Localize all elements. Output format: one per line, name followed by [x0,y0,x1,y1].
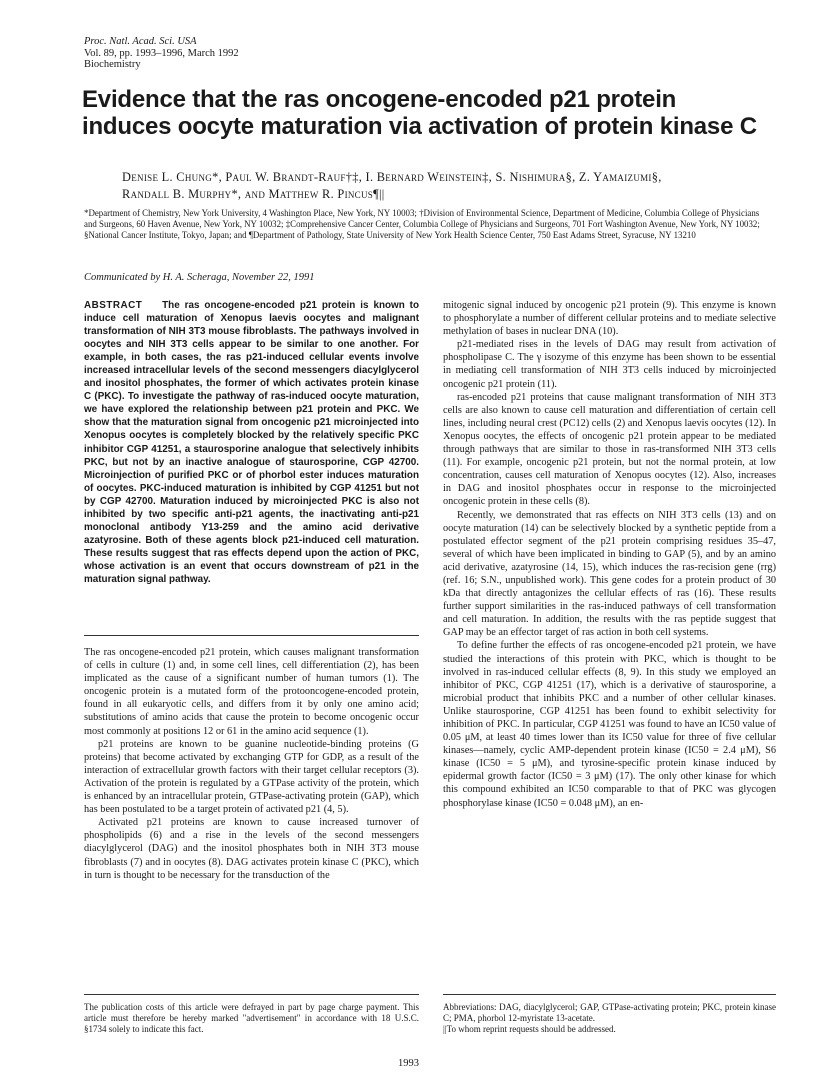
abstract-text: The ras oncogene-encoded p21 protein is known to induce cell maturation of Xenopus laevis oocytes and malignant transformation of NIH 3T3 mouse fibroblasts. The pathways involved in oocytes and NIH 3T3 cells appear to be similar to one another. For example, in both cases, the ras p21-induced cellular events involve increased intracellular levels of the second messengers diacylglycerol and inositol phosphates, the former of which activates protein kinase C (PKC). To investigate the pathway of ras-induced oocyte maturation, we have explored the relationship between p21 protein and PKC. We show that the maturation signal from oncogenic p21 microinjected into Xenopus oocytes is completely blocked by the relatively specific PKC inhibitor CGP 41251, a staurosporine analogue that selectively inhibits PKC, but not by an inactive analogue of staurosporine, CGP 42700. Microinjection of purified PKC or of phorbol ester induces maturation of oocytes. PKC-induced maturation is inhibited by CGP 41251 but not by CGP 42700. Maturation induced by microinjected PKC is also not inhibited by two specific anti-p21 agents, the inactivating anti-p21 monoclonal antibody Y13-259 and the amino acid derivative azatyrosine. Both of these agents block p21-induced cell maturation. These results suggest that ras effects depend upon the action of PKC, whose activation is an event that occurs downstream of p21 in the maturation signal pathway. [84,300,419,585]
abstract-label: ABSTRACT [84,300,143,311]
affiliations: *Department of Chemistry, New York University, 4 Washington Place, New York, NY 10003; †Division of Environmental Science, Department of Medicine, Columbia College of Physicians and Surgeons, 60 Haven Avenue, New York, NY 10032; ‡Comprehensive Cancer Center, Columbia College of Physicians and Surgeons, 701 Fort Washington Avenue, New York, NY 10032; §National Cancer Institute, Tokyo, Japan; and ¶Department of Pathology, State University of New York Health Science Center, 750 East Adams Street, Syracuse, NY 13210 [84,208,760,240]
paragraph: mitogenic signal induced by oncogenic p21 protein (9). This enzyme is known to phosphorylate a number of different cellular proteins and to mediate selective methylation of bases in nuclear DNA (10). [443,300,776,338]
reprint-note: ||To whom reprint requests should be addressed. [443,1024,616,1034]
left-column-body [84,646,419,882]
abbreviations: Abbreviations: DAG, diacylglycerol; GAP, GTPase-activating protein; PKC, protein kinase C; PMA, phorbol 12-myristate 13-acetate. [443,1002,776,1023]
right-column-body [443,299,776,810]
footnote-divider [84,994,419,995]
author-line-2: Randall B. Murphy*, and Matthew R. Pincus¶|| [122,187,385,201]
communicated-by: Communicated by H. A. Scheraga, November 22, 1991 [84,272,315,283]
publication-cost-footnote: The publication costs of this article were defrayed in part by page charge payment. This article must therefore be hereby marked "advertisement" in accordance with 18 U.S.C. §1734 solely to indicate this fact. [84,1002,419,1034]
journal-name: Proc. Natl. Acad. Sci. USA [84,36,197,47]
abbreviations-footnote [443,1002,776,1035]
article-title: Evidence that the ras oncogene-encoded p21 protein induces oocyte maturation via activation of protein kinase C [82,86,757,140]
paragraph: Recently, we demonstrated that ras effects on NIH 3T3 cells (13) and on oocyte maturation (14) can be selectively blocked by a synthetic peptide from a postulated effector segment of the p21 protein comprising residues 35–47, several of which have been implicated in binding to GAP (5), and by an amino acid derivative, azatyrosine (14, 15), which induces the ras-recision gene (rrg) (ref. 16; S.N., unpublished work). This gene codes for a protein product of 30 kDa that directly antagonizes the cellular effects of ras (16). These results further support similarities in the ras-induced pathways of cell transformation and cell maturation. In addition, the results with the ras peptide suggest that GAP may be an effector target of ras action in both cell systems. [443,509,776,639]
author-line-1: Denise L. Chung*, Paul W. Brandt-Rauf†‡, I. Bernard Weinstein‡, S. Nishimura§, Z. Yamaizumi§, [122,170,662,184]
paragraph: To define further the effects of ras oncogene-encoded p21 protein, we have studied the interactions of this protein with PKC, which is thought to be involved in ras-induced cellular effects (8, 9). In this study we employed an inhibitor of PKC, CGP 41251 (17), which is a derivative of staurosporine, a microbial product that inhibits PKC and a number of other cellular kinases. Unlike staurosporine, CGP 41251 has been found to exhibit selectivity for inhibition of PKC. In particular, CGP 41251 was found to have an IC50 value of 0.05 μM, at least 40 times lower than its IC50 value for three of five cellular kinases—namely, cyclic AMP-dependent protein kinase (IC50 = 2.4 μM), S6 kinase (IC50 = 5 μM), and tyrosine-specific protein kinase induced by epidermal growth factor (IC50 = 3 μM) (17). The only other kinase for which this compound exhibited an IC50 comparable to that of PKC was glycogen phosphorylase kinase (IC50 = 0.048 μM), an en- [443,640,776,809]
paragraph: The ras oncogene-encoded p21 protein, which causes malignant transformation of cells in culture (1) and, in some cell lines, cell differentiation (2), has been implicated as the cause of a significant number of human tumors (1). The oncogenic protein is a mutated form of the protooncogene-encoded protein, found in all eukaryotic cells, and differs from it by only one amino acid; substitutions of amino acids that cause the protein to become oncogenic occur most commonly at positions 12 or 61 in the amino acid sequence (1). [84,647,419,737]
journal-section: Biochemistry [84,59,141,70]
paragraph: p21-mediated rises in the levels of DAG may result from activation of phospholipase C. The γ isozyme of this enzyme has been shown to be essential in mediating cell transformation of NIH 3T3 cells induced by microinjected oncogenic p21 protein (11). [443,339,776,390]
author-list [122,169,762,203]
paragraph: Activated p21 proteins are known to cause increased turnover of phospholipids (6) and a rise in the levels of the second messengers diacylglycerol (DAG) and the inositol phosphates both in NIH 3T3 mouse fibroblasts (7) and in oocytes (8). DAG activates protein kinase C (PKC), which in turn is thought to be necessary for the transduction of the [84,817,419,881]
paragraph: p21 proteins are known to be guanine nucleotide-binding proteins (G proteins) that become activated by exchanging GTP for GDP, as a result of the interaction of extracellular growth factors with their target cellular receptors (3). Activation of the protein is regulated by a GTPase activity of the protein, which is enhanced by an intracellular protein, GTPase-activating protein (GAP), which has been postulated to be a target protein of activated p21 (4, 5). [84,738,419,816]
page-number: 1993 [398,1058,419,1069]
abstract-divider [84,635,419,636]
paragraph: ras-encoded p21 proteins that cause malignant transformation of NIH 3T3 cells are also known to cause cell maturation and differentiation of certain cell lines, including neural crest (PC12) cells (2) and Xenopus laevis oocytes (12). In Xenopus oocytes, the effects of oncogenic p21 protein appear to be mediated through pathways that are similar to those in ras-transformed NIH 3T3 cells (11). For example, oncogenic p21 protein, but not the normal protein, at low concentration, causes cell maturation of Xenopus oocytes (12). Also, increases in DAG and inositol phosphates occur in response to the microinjected oncogenic protein in these cells (8). [443,391,776,508]
journal-volume: Vol. 89, pp. 1993–1996, March 1992 [84,47,239,59]
right-footnote-divider [443,994,776,995]
journal-header [84,36,239,71]
abstract [84,299,419,586]
